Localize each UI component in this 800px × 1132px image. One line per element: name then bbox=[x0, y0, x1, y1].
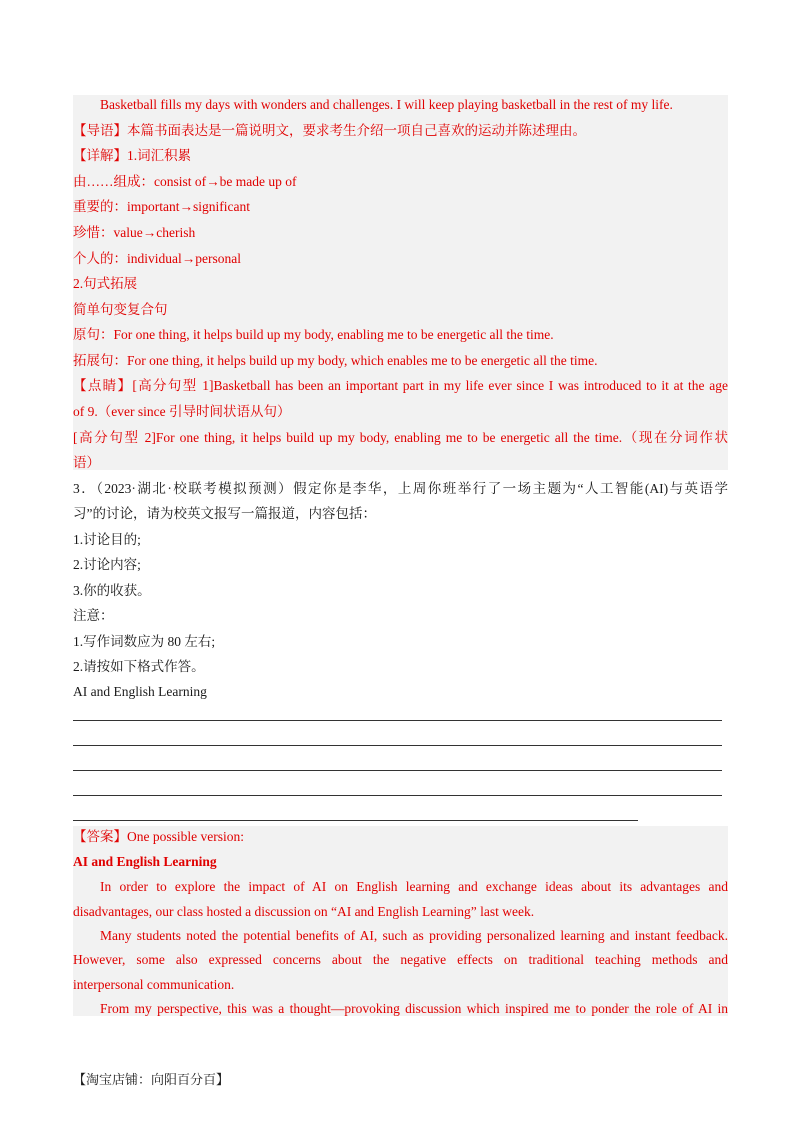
original-sentence: 原句：For one thing, it helps build up my body, enabling me to be energetic all the time. bbox=[73, 327, 554, 342]
sentence-heading: 2.句式拓展 bbox=[73, 276, 138, 291]
notice-item: 2.请按如下格式作答。 bbox=[73, 659, 205, 674]
dianjing-1: 【点睛】[高分句型 1]Basketball has been an important part in my life ever since I was introduced to it at the age bbox=[73, 378, 728, 393]
question-point: 1.讨论目的; bbox=[73, 532, 141, 547]
vocab-item: 重要的：important→significant bbox=[73, 199, 250, 214]
answer-paragraph-1-cont: disadvantages, our class hosted a discussion on “AI and English Learning” last week. bbox=[73, 904, 535, 919]
answer-writing-line[interactable] bbox=[73, 720, 722, 721]
essay-title: AI and English Learning bbox=[73, 684, 207, 699]
answer-writing-line[interactable] bbox=[73, 820, 638, 821]
sentence-sub: 简单句变复合句 bbox=[73, 302, 168, 317]
notice-item: 1.写作词数应为 80 左右; bbox=[73, 634, 216, 649]
dianjing-2-cont: 语） bbox=[73, 455, 100, 470]
answer-writing-line[interactable] bbox=[73, 745, 722, 746]
dianjing-1-cont: of 9.（ever since 引导时间状语从句） bbox=[73, 404, 291, 419]
xiangjie-line: 【详解】1.词汇积累 bbox=[73, 148, 192, 163]
daoyu-line: 【导语】本篇书面表达是一篇说明文，要求考生介绍一项自己喜欢的运动并陈述理由。 bbox=[73, 123, 586, 138]
dianjing-2: [高分句型 2]For one thing, it helps build up my body, enabling me to be energetic all the time.（现在分词作状 bbox=[73, 430, 728, 445]
vocab-item: 由……组成：consist of→be made up of bbox=[73, 174, 297, 189]
answer-paragraph-2: Many students noted the potential benefits of AI, such as providing personalized learning and instant feedback. bbox=[100, 928, 728, 943]
footer-shop: 【淘宝店铺：向阳百分百】 bbox=[73, 1072, 230, 1087]
question-point: 2.讨论内容; bbox=[73, 557, 141, 572]
answer-writing-line[interactable] bbox=[73, 795, 722, 796]
answer-paragraph-2-end: interpersonal communication. bbox=[73, 977, 235, 992]
expanded-sentence: 拓展句：For one thing, it helps build up my body, which enables me to be energetic all the time. bbox=[73, 353, 598, 368]
answer-writing-line[interactable] bbox=[73, 770, 722, 771]
vocab-item: 个人的：individual→personal bbox=[73, 251, 241, 266]
answer-paragraph-3: From my perspective, this was a thought—provoking discussion which inspired me to ponder the role of AI in bbox=[100, 1001, 728, 1016]
answer-paragraph-2-cont: However, some also expressed concerns about the negative effects on traditional teaching methods and bbox=[73, 952, 728, 967]
vocab-item: 珍惜：value→cherish bbox=[73, 225, 196, 240]
answer-paragraph-1: In order to explore the impact of AI on English learning and exchange ideas about its advantages and bbox=[100, 879, 728, 894]
question-point: 3.你的收获。 bbox=[73, 583, 151, 598]
question-prompt-cont: 习”的讨论，请为校英文报写一篇报道，内容包括： bbox=[73, 506, 376, 521]
question-prompt: 3．（2023·湖北·校联考模拟预测）假定你是李华，上周你班举行了一场主题为“人工智能(AI)与英语学 bbox=[73, 481, 728, 496]
answer-title: AI and English Learning bbox=[73, 854, 217, 869]
conclusion-line: Basketball fills my days with wonders and challenges. I will keep playing basketball in the rest of my life. bbox=[100, 97, 673, 112]
notice-label: 注意： bbox=[73, 608, 114, 623]
answer-label: 【答案】One possible version: bbox=[73, 829, 244, 844]
